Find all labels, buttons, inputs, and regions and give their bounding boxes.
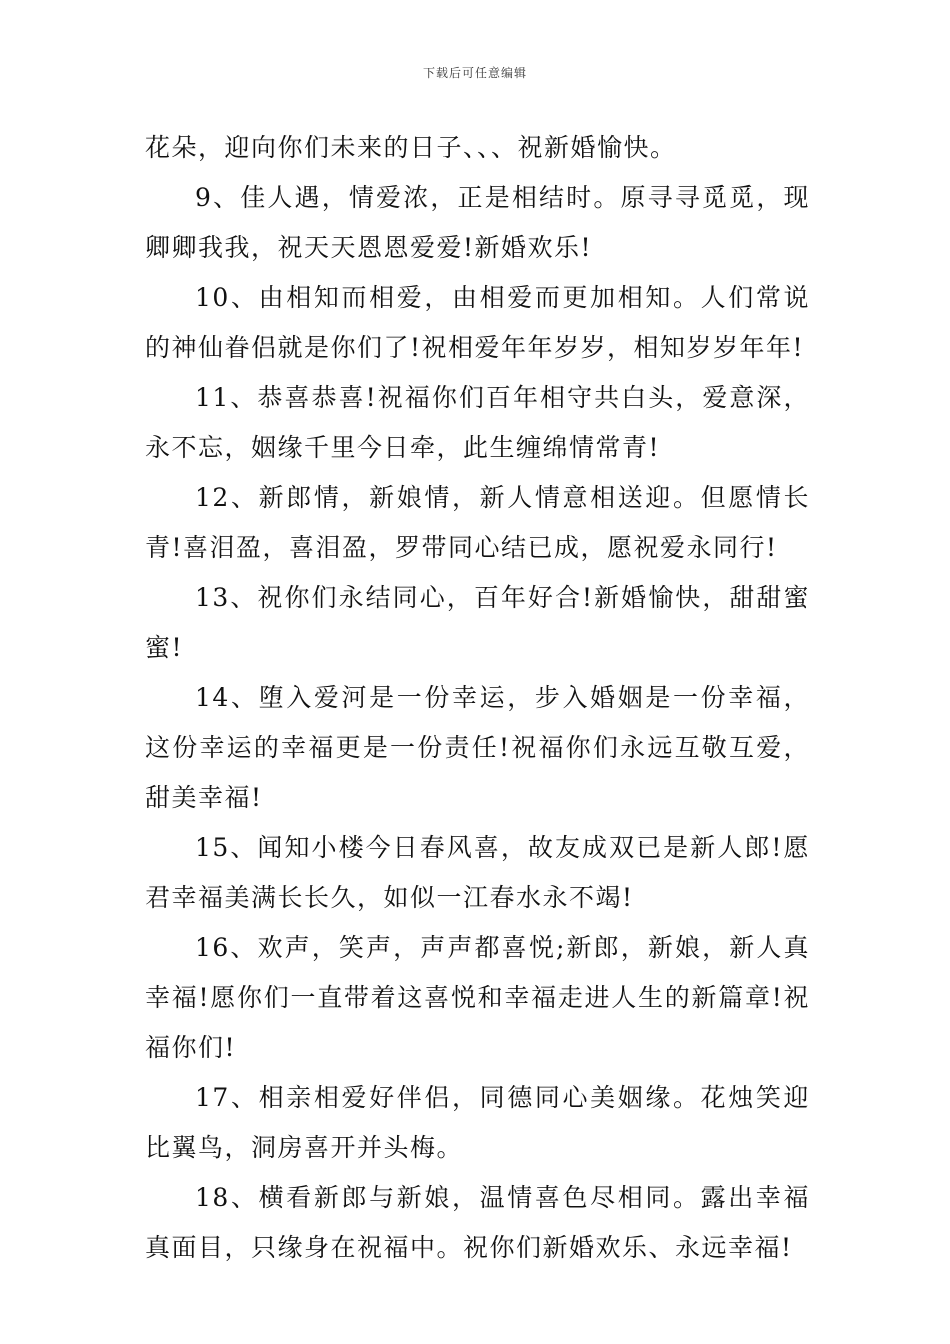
paragraph: 17、相亲相爱好伴侣，同德同心美姻缘。花烛笑迎比翼鸟，洞房喜开并头梅。 [145, 1083, 810, 1162]
paragraph: 14、堕入爱河是一份幸运，步入婚姻是一份幸福，这份幸运的幸福更是一份责任!祝福你们永远互敬互爱，甜美幸福! [145, 683, 810, 812]
paragraph: 10、由相知而相爱，由相爱而更加相知。人们常说的神仙眷侣就是你们了!祝相爱年年岁岁，相知岁岁年年! [145, 283, 810, 362]
paragraph: 9、佳人遇，情爱浓，正是相结时。原寻寻觅觅，现卿卿我我，祝天天恩恩爱爱!新婚欢乐! [145, 183, 810, 262]
page-header: 下载后可任意编辑 [422, 66, 527, 80]
paragraph: 花朵，迎向你们未来的日子、、、祝新婚愉快。 [145, 133, 677, 162]
document-body [145, 123, 810, 1273]
paragraph: 11、恭喜恭喜!祝福你们百年相守共白头，爱意深，永不忘，姻缘千里今日牵，此生缠绵情常青! [145, 383, 810, 462]
paragraph: 15、闻知小楼今日春风喜，故友成双已是新人郎!愿君幸福美满长长久，如似一江春水永不竭! [145, 833, 810, 912]
paragraph: 16、欢声，笑声，声声都喜悦;新郎，新娘，新人真幸福!愿你们一直带着这喜悦和幸福走进人生的新篇章!祝福你们! [145, 933, 810, 1062]
paragraph: 12、新郎情，新娘情，新人情意相送迎。但愿情长青!喜泪盈，喜泪盈，罗带同心结已成，愿祝爱永同行! [145, 483, 810, 562]
paragraph: 13、祝你们永结同心，百年好合!新婚愉快，甜甜蜜蜜! [145, 583, 810, 662]
paragraph: 18、横看新郎与新娘，温情喜色尽相同。露出幸福真面目，只缘身在祝福中。祝你们新婚欢乐、永远幸福! [145, 1183, 810, 1262]
